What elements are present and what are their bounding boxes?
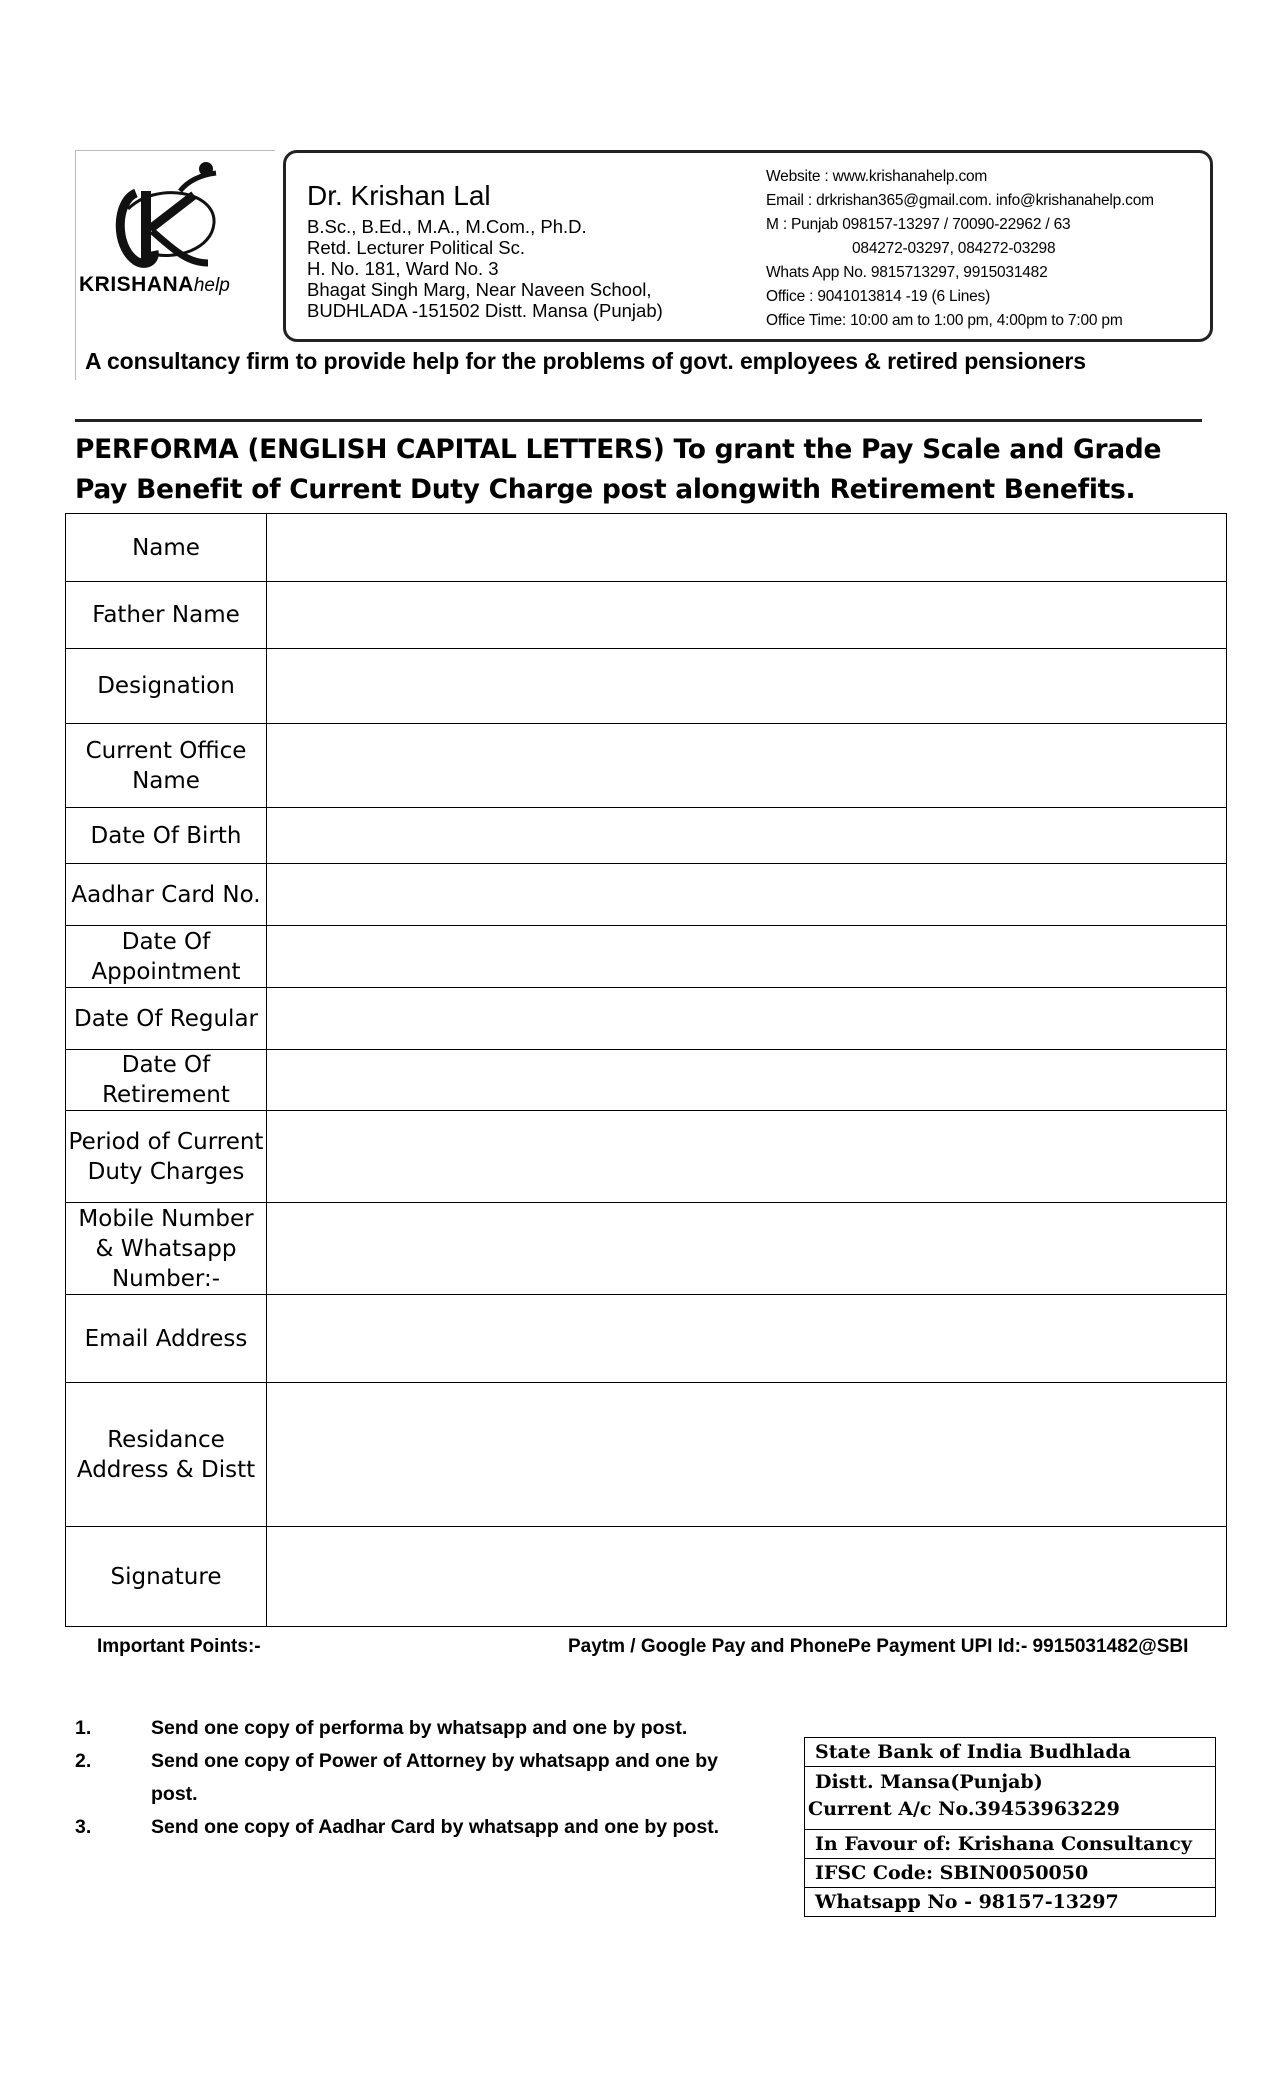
mobile-line: M : Punjab 098157-13297 / 70090-22962 / 63 [766,216,1071,233]
email-address-field[interactable] [267,1295,1227,1383]
address-line: H. No. 181, Ward No. 3 [307,258,499,279]
logo-k-icon [76,151,276,271]
date-of-regular-field[interactable] [267,988,1227,1050]
important-points-label: Important Points:- [97,1636,261,1657]
bank-branch-account: Distt. Mansa(Punjab) Current A/c No.39453963229 [805,1767,1215,1830]
table-row [66,1383,1227,1527]
field-label: Date Of Birth [66,808,267,864]
table-row [66,808,1227,864]
email-line: Email : drkrishan365@gmail.com. info@krishanahelp.com [766,192,1154,209]
designation-field[interactable] [267,649,1227,724]
bank-favour: In Favour of: Krishana Consultancy [805,1830,1215,1859]
list-item: 1. Send one copy of performa by whatsapp and one by post. [75,1717,688,1739]
table-row [66,1203,1227,1295]
bank-ifsc: IFSC Code: SBIN0050050 [805,1859,1215,1888]
field-label: Email Address [66,1295,267,1383]
website-line: Website : www.krishanahelp.com [766,168,988,185]
field-label: Residance Address & Distt [66,1383,267,1527]
table-row [66,1111,1227,1203]
duty-charge-period-field[interactable] [267,1111,1227,1203]
logo-wordmark: KRISHANAhelp [79,273,230,296]
aadhar-field[interactable] [267,864,1227,926]
list-item: 2. Send one copy of Power of Attorney by whatsapp and one by post. [75,1750,719,1805]
important-points-list [75,1712,765,1844]
whatsapp-line: Whats App No. 9815713297, 9915031482 [766,264,1048,281]
field-label: Mobile Number & Whatsapp Number:- [66,1203,267,1295]
form-title-line-2: Pay Benefit of Current Duty Charge post alongwith Retirement Benefits. [75,474,1136,505]
office-line: Office : 9041013814 -19 (6 Lines) [766,288,991,305]
divider [75,419,1202,422]
table-row [66,926,1227,988]
field-label: Current Office Name [66,724,267,808]
mobile-number-field[interactable] [267,1203,1227,1295]
form-title [75,430,1225,510]
table-row [66,864,1227,926]
qualifications: B.Sc., B.Ed., M.A., M.Com., Ph.D. [307,216,587,237]
field-label: Signature [66,1527,267,1627]
signature-field[interactable] [267,1527,1227,1627]
field-label: Aadhar Card No. [66,864,267,926]
doctor-name: Dr. Krishan Lal [307,180,491,211]
bank-details-box [804,1737,1216,1917]
table-row [66,988,1227,1050]
residence-address-field[interactable] [267,1383,1227,1527]
table-row [66,724,1227,808]
performa-table [65,513,1227,1627]
bank-whatsapp: Whatsapp No - 98157-13297 [815,1891,1119,1913]
table-row [66,1295,1227,1383]
upi-payment-info: Paytm / Google Pay and PhonePe Payment UPI Id:- 9915031482@SBI [568,1636,1189,1657]
field-label: Date Of Appointment [66,926,267,988]
field-label: Period of Current Duty Charges [66,1111,267,1203]
list-item: 3. Send one copy of Aadhar Card by whatsapp and one by post. [75,1816,720,1838]
designation-line: Retd. Lecturer Political Sc. [307,237,525,258]
table-row [66,1050,1227,1111]
field-label: Designation [66,649,267,724]
date-of-birth-field[interactable] [267,808,1227,864]
table-row [66,582,1227,649]
letterhead [75,150,1213,380]
field-label: Father Name [66,582,267,649]
name-field[interactable] [267,514,1227,582]
address-line: Bhagat Singh Marg, Near Naveen School, [307,279,652,300]
table-row [66,649,1227,724]
father-name-field[interactable] [267,582,1227,649]
date-of-retirement-field[interactable] [267,1050,1227,1111]
table-row [66,1527,1227,1627]
date-of-appointment-field[interactable] [267,926,1227,988]
office-time-line: Office Time: 10:00 am to 1:00 pm, 4:00pm to 7:00 pm [766,312,1123,329]
field-label: Date Of Retirement [66,1050,267,1111]
krishana-logo [75,150,275,380]
bank-name: State Bank of India Budhlada [805,1738,1215,1767]
table-row [66,514,1227,582]
address-line: BUDHLADA -151502 Distt. Mansa (Punjab) [307,300,663,321]
field-label: Date Of Regular [66,988,267,1050]
phone-line: 084272-03297, 084272-03298 [852,240,1056,257]
form-title-line-1: PERFORMA (ENGLISH CAPITAL LETTERS) To grant the Pay Scale and Grade [75,434,1162,465]
field-label: Name [66,514,267,582]
current-office-field[interactable] [267,724,1227,808]
tagline: A consultancy firm to provide help for the problems of govt. employees & retired pensioners [85,348,1086,374]
